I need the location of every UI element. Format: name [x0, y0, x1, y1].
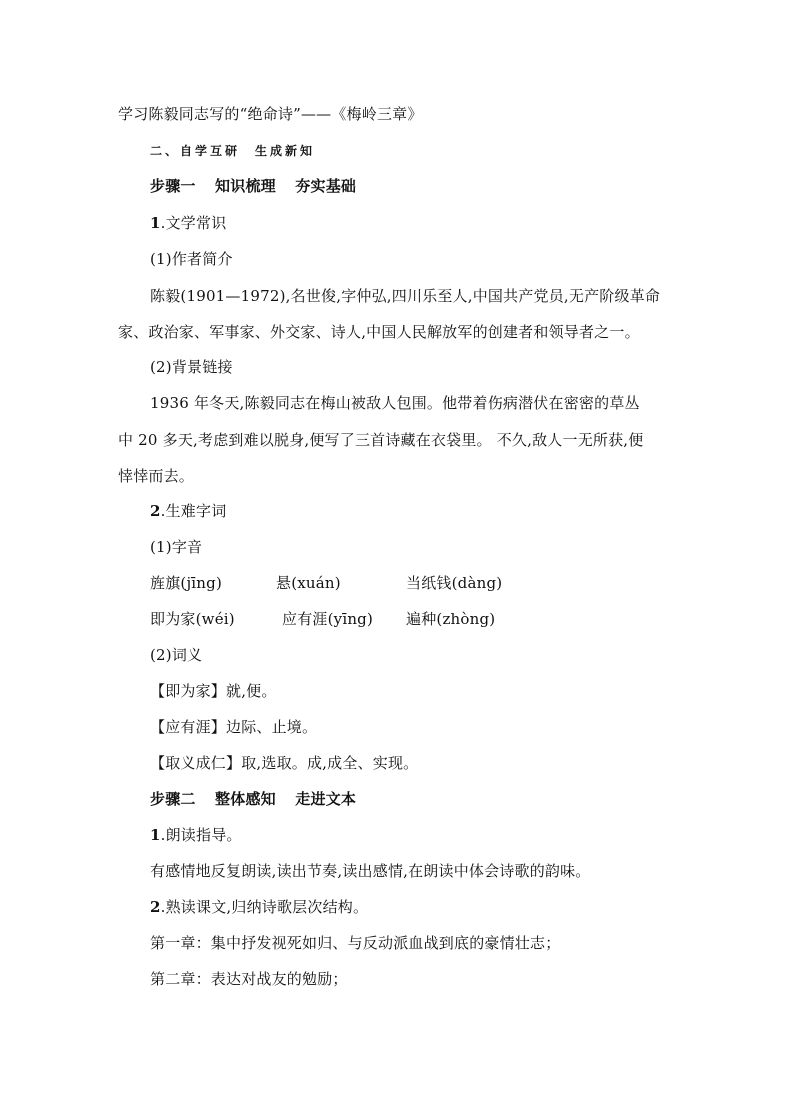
step2-label: 步骤二: [150, 790, 196, 808]
author-intro-line1: 陈毅(1901—1972),名世俊,字仲弘,四川乐至人,中国共产党员,无产阶级革命: [150, 287, 661, 305]
item2-num: 2: [150, 502, 161, 520]
author-intro-line2: 家、政治家、军事家、外交家、诗人,中国人民解放军的创建者和领导者之一。: [118, 323, 640, 341]
background-head: (2)背景链接: [150, 358, 233, 376]
chapter-1: 第一章：集中抒发视死如归、与反动派血战到底的豪情壮志；: [150, 934, 561, 952]
background-line2: 中 20 多天,考虑到难以脱身,便写了三首诗藏在衣袋里。 不久,敌人一无所获,便: [118, 431, 644, 449]
pron-head: (1)字音: [150, 538, 203, 556]
pron-row2: [150, 609, 495, 629]
read1-desc: 有感情地反复朗读,读出节奏,读出感情,在朗读中体会诗歌的韵味。: [150, 862, 591, 880]
meaning-1: 【即为家】就,便。: [150, 682, 277, 700]
item2-text: .生难字词: [160, 502, 227, 520]
read1-num: 1: [150, 826, 161, 844]
pron-item: 遍种(zhòng): [406, 610, 496, 628]
background-line1: 1936 年冬天,陈毅同志在梅山被敌人包围。他带着伤病潜伏在密密的草丛: [150, 394, 640, 412]
pron-item: 即为家(wéi): [150, 610, 235, 628]
chapter-2: 第二章：表达对战友的勉励；: [150, 970, 348, 988]
item1-num: 1: [150, 214, 161, 232]
pron-item: 旌旗(jīng): [150, 574, 223, 592]
step2-part2: 走进文本: [295, 790, 357, 808]
item1-heading: [150, 213, 226, 233]
section-title: 二、自学互研 生成新知: [150, 144, 316, 158]
read2-text: .熟读课文,归纳诗歌层次结构。: [160, 898, 369, 916]
pron-item: 应有涯(yīng): [282, 610, 374, 628]
item1-text: .文学常识: [160, 214, 227, 232]
pron-item: 悬(xuán): [276, 574, 341, 592]
background-line3: 悻悻而去。: [118, 467, 195, 485]
read1-text: .朗读指导。: [160, 826, 242, 844]
read1-heading: [150, 825, 242, 845]
meaning-3: 【取义成仁】取,选取。成,成全、实现。: [150, 754, 419, 772]
step1-part1: 知识梳理: [215, 177, 276, 195]
step2-part1: 整体感知: [215, 790, 276, 808]
pron-row1: [150, 573, 502, 593]
meaning-head: (2)词义: [150, 646, 203, 664]
read2-num: 2: [150, 898, 161, 916]
item2-heading: [150, 501, 226, 521]
step1-part2: 夯实基础: [295, 177, 357, 195]
meaning-2: 【应有涯】边际、止境。: [150, 718, 318, 736]
step2-heading: [150, 789, 356, 809]
step1-heading: [150, 176, 356, 196]
author-intro-head: (1)作者简介: [150, 250, 233, 268]
read2-heading: [150, 897, 368, 917]
intro-line: 学习陈毅同志写的“绝命诗”——《梅岭三章》: [118, 105, 423, 123]
step1-label: 步骤一: [150, 177, 196, 195]
pron-item: 当纸钱(dàng): [406, 574, 503, 592]
